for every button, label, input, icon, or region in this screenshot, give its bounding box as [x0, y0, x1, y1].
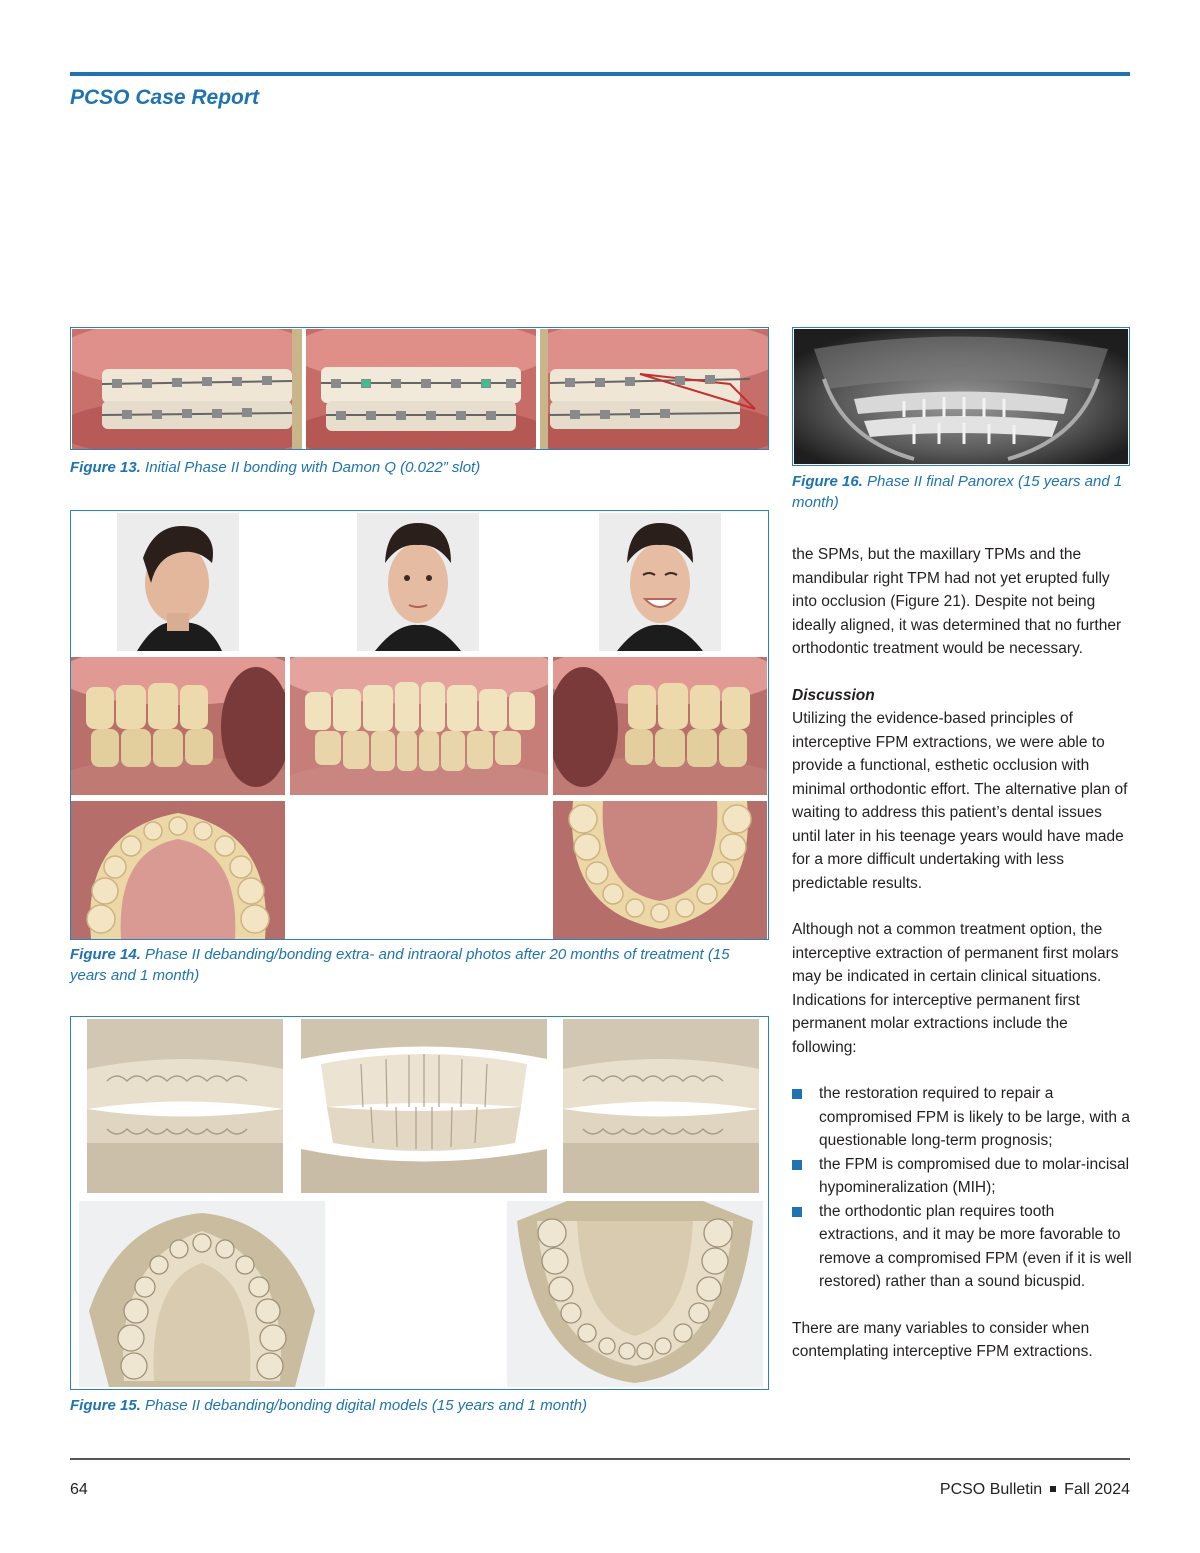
digital-model-right: [87, 1019, 283, 1193]
figure-16-text: Phase II final Panorex (15 years and 1 month): [792, 473, 1123, 511]
intraoral-photo-right: [72, 329, 302, 449]
header-rule: [70, 72, 1130, 76]
figure-13-text: Initial Phase II bonding with Damon Q (0.022” slot): [145, 459, 481, 476]
section-title: PCSO Case Report: [70, 86, 260, 109]
body-paragraph-1: the SPMs, but the maxillary TPMs and the mandibular right TPM had not yet erupted fully into occlusion (Figure 21). Despite not being ideally aligned, it was determined that no further orthodontic treatment would be necessary.: [792, 546, 1122, 657]
intraoral-photo-left: [540, 329, 768, 449]
occlusal-photo-maxillary: [71, 801, 285, 939]
footer-publication-info: [940, 1481, 1130, 1499]
bullet-square-icon: [792, 1207, 802, 1217]
occlusion-photo-right: [71, 657, 285, 795]
bullet-square-icon: [792, 1089, 802, 1099]
face-photo-frontal: [357, 513, 479, 651]
figure-16-panel: [792, 327, 1130, 466]
body-paragraph-4: There are many variables to consider when contemplating interceptive FPM extractions.: [792, 1319, 1093, 1360]
discussion-heading: Discussion: [792, 686, 875, 704]
list-item-text: the restoration required to repair a compromised FPM is likely to be large, with a questionable long-term prognosis;: [819, 1085, 1130, 1149]
figure-14-label: Figure 14.: [70, 946, 141, 963]
list-item: [792, 1153, 1132, 1200]
list-item-text: the FPM is compromised due to molar-incisal hypomineralization (MIH);: [819, 1155, 1130, 1196]
figure-14-caption: [70, 944, 769, 986]
digital-model-maxillary: [79, 1201, 325, 1387]
separator-square-icon: [1050, 1486, 1056, 1492]
body-text-column: [792, 543, 1132, 1364]
face-photo-profile: [117, 513, 239, 651]
figure-15-caption: [70, 1395, 769, 1416]
list-item: [792, 1082, 1132, 1153]
body-paragraph-2: Utilizing the evidence-based principles of interceptive FPM extractions, we were able to provide a functional, esthetic occlusion with minimal orthodontic effort. The alternative plan of waiting to address this patient’s dental issues until later in his teenage years would have made for a more difficult undertaking with less predictable results.: [792, 710, 1128, 892]
panorex-xray: [794, 329, 1128, 464]
figure-14-panel: [70, 510, 769, 940]
digital-model-front: [301, 1019, 547, 1193]
bullet-square-icon: [792, 1160, 802, 1170]
figure-13-label: Figure 13.: [70, 459, 141, 476]
list-item: [792, 1200, 1132, 1294]
intraoral-photo-front: [306, 329, 536, 449]
figure-16-label: Figure 16.: [792, 473, 863, 490]
occlusal-photo-mandibular: [553, 801, 767, 939]
digital-model-left: [563, 1019, 759, 1193]
figure-13-panel: [70, 327, 769, 450]
figure-13-caption: [70, 457, 769, 478]
figure-15-text: Phase II debanding/bonding digital models (15 years and 1 month): [145, 1397, 587, 1414]
list-item-text: the orthodontic plan requires tooth extractions, and it may be more favorable to remove a compromised FPM (even if it is well restored) rather than a sound bicuspid.: [819, 1202, 1132, 1290]
figure-14-text: Phase II debanding/bonding extra- and intraoral photos after 20 months of treatment (15 years and 1 month): [70, 946, 730, 984]
occlusion-photo-left: [553, 657, 767, 795]
occlusion-photo-front: [290, 657, 548, 795]
figure-16-caption: [792, 471, 1130, 513]
footer-rule: [70, 1458, 1130, 1460]
body-paragraph-3: Although not a common treatment option, the interceptive extraction of permanent first molars may be indicated in certain clinical situations. Indications for interceptive permanent first permanent molar extractions include the following:: [792, 921, 1119, 1056]
figure-15-panel: [70, 1016, 769, 1390]
publication-name: PCSO Bulletin: [939, 1481, 1043, 1498]
figure-15-label: Figure 15.: [70, 1397, 141, 1414]
face-photo-smile: [599, 513, 721, 651]
issue-name: Fall 2024: [1064, 1481, 1130, 1498]
indications-list: [792, 1082, 1132, 1294]
page-number: 64: [70, 1481, 88, 1498]
digital-model-mandibular: [507, 1201, 763, 1387]
